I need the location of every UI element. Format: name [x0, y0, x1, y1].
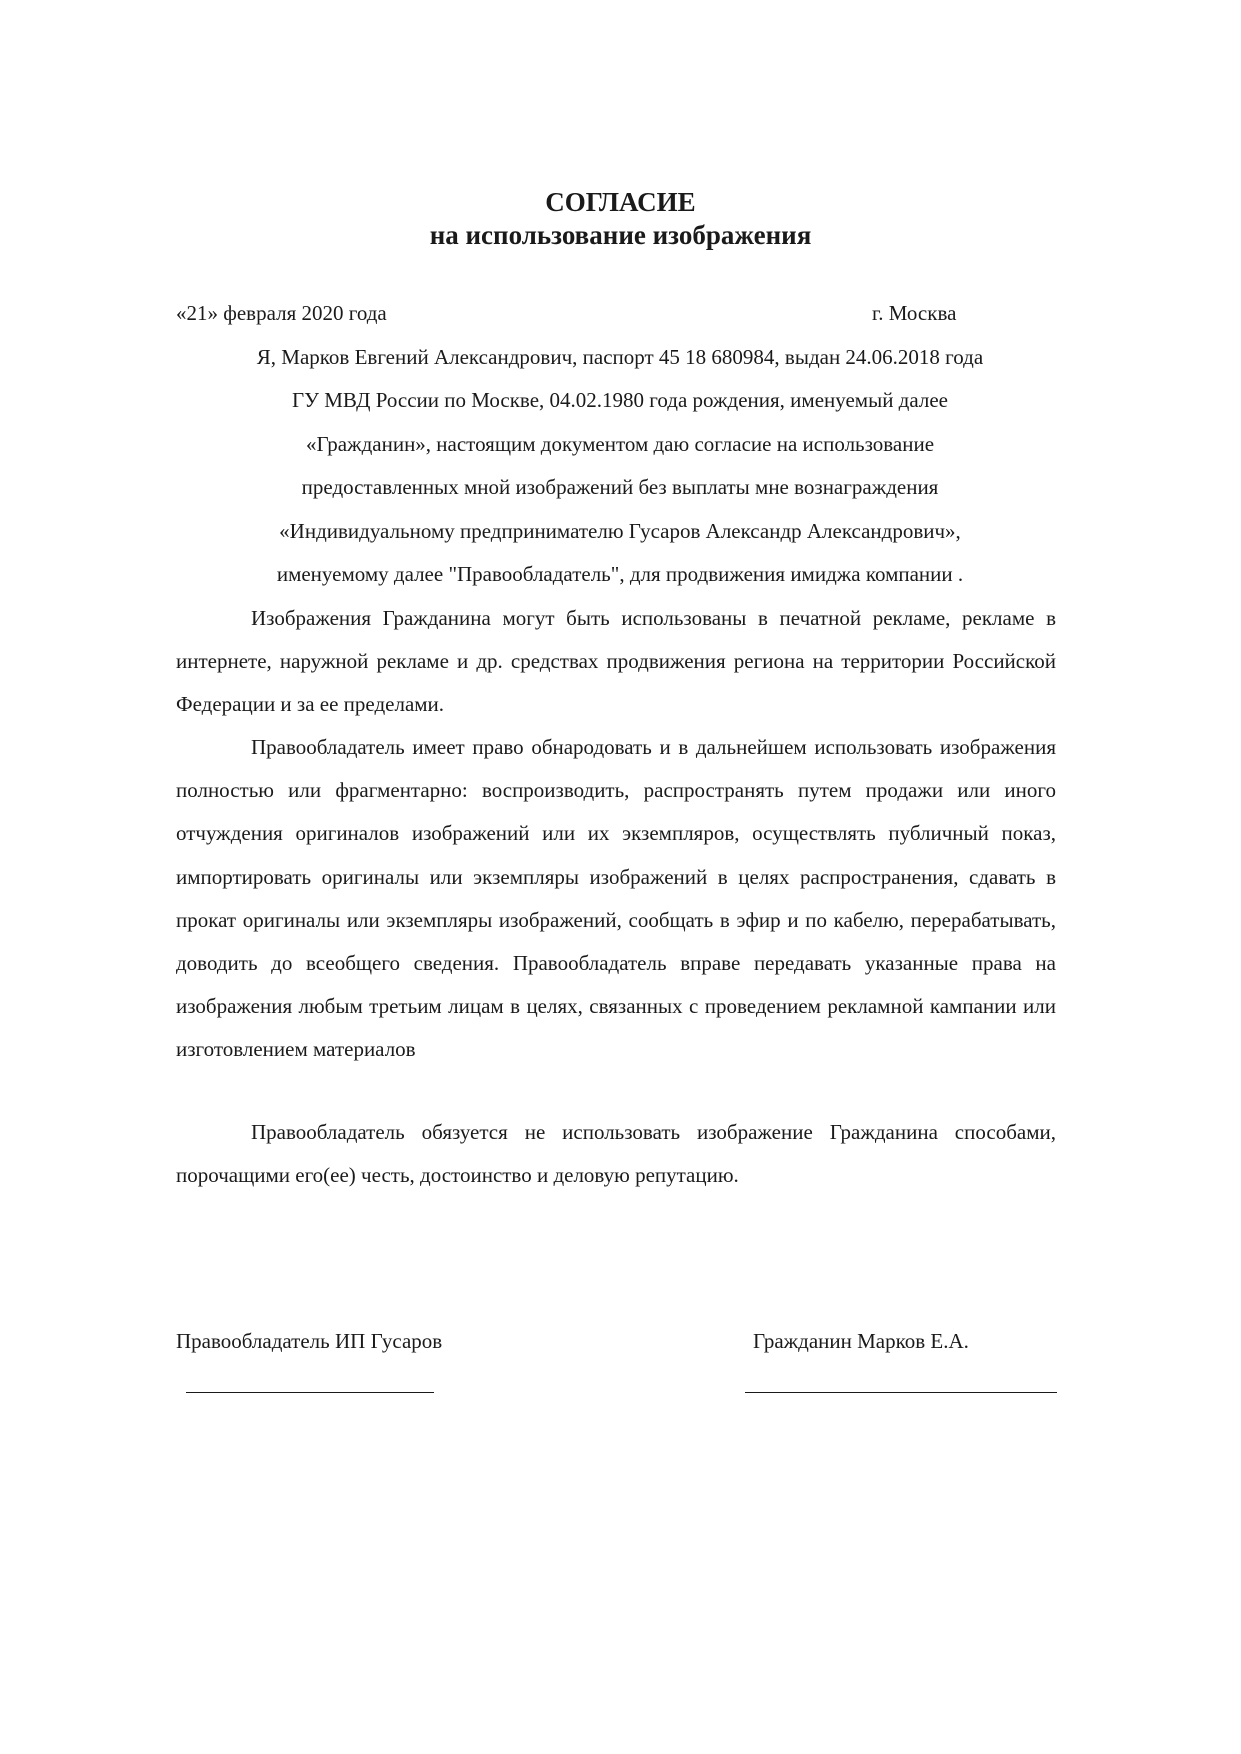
citizen-signature-line [745, 1392, 1057, 1393]
document-city: г. Москва [872, 301, 957, 325]
document-title: СОГЛАСИЕ [545, 187, 696, 217]
citizen-signature-label: Гражданин Марков Е.А. [753, 1329, 969, 1353]
rights-paragraph [176, 726, 1056, 1072]
paragraph-text: Правообладатель обязуется не использовать изображение Гражданина способами, порочащими его(ее) честь, достоинство и деловую репутацию. [176, 1120, 1056, 1188]
rightholder-signature-label: Правообладатель ИП Гусаров [176, 1329, 443, 1353]
intro-line: предоставленных мной изображений без выплаты мне вознаграждения [301, 475, 939, 500]
date-place-row [176, 297, 982, 329]
document-subtitle: на использование изображения [429, 220, 812, 250]
intro-line: именуемому далее "Правообладатель", для продвижения имиджа компании . [276, 562, 964, 587]
intro-line: ГУ МВД России по Москве, 04.02.1980 года рождения, именуемый далее [291, 388, 948, 413]
paragraph-text: Правообладатель имеет право обнародовать и в дальнейшем использовать изображения полностью или фрагментарно: воспроизводить, распространять путем продажи или иного отчуждения оригиналов изображений или их экземпляров, осуществлять публичный показ, импортировать оригиналы или экземпляры изображений в целях распространения, сдавать в прокат оригиналы или экземпляры изображений, сообщать в эфир и по кабелю, перерабатывать, доводить до всеобщего сведения. Правообладатель вправе передавать указанные права на изображения любым третьим лицам в целях, связанных с проведением рекламной кампании или изготовлением материалов [176, 735, 1056, 1062]
intro-line: Я, Марков Евгений Александрович, паспорт 45 18 680984, выдан 24.06.2018 года [256, 345, 984, 369]
usage-paragraph [176, 597, 1056, 727]
document-date: «21» февраля 2020 года [176, 301, 387, 325]
intro-line: «Гражданин», настоящим документом даю согласие на использование [305, 431, 935, 456]
intro-paragraph [155, 336, 1085, 596]
paragraph-text: Изображения Гражданина могут быть использованы в печатной рекламе, рекламе в интернете, наружной рекламе и др. средствах продвижения региона на территории Российской Федерации и за ее пределами. [176, 606, 1056, 717]
intro-line: «Индивидуальному предпринимателю Гусаров Александр Александрович», [279, 518, 961, 543]
rightholder-signature-line [186, 1392, 434, 1393]
obligation-paragraph [176, 1111, 1056, 1197]
